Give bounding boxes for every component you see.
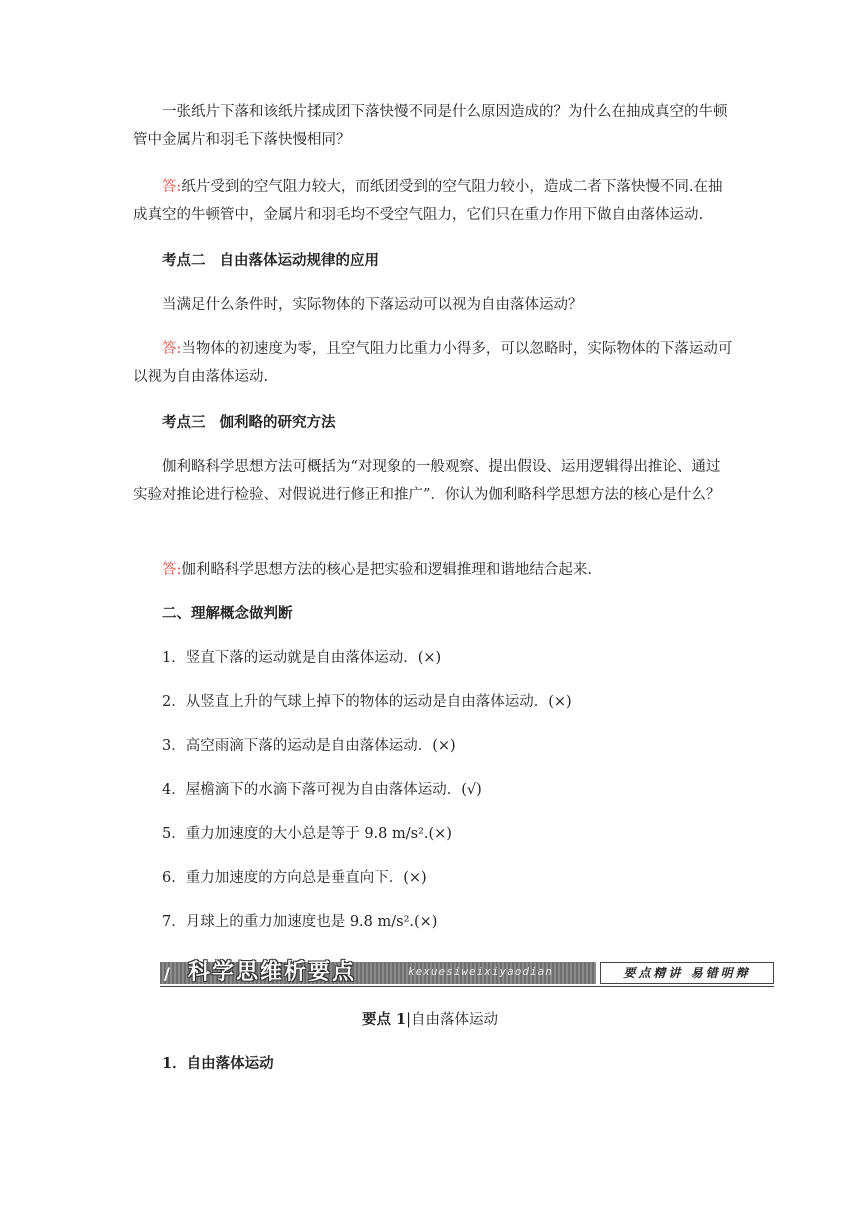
section-banner (160, 960, 774, 988)
banner-title: 科学思维析要点 (188, 960, 357, 985)
answer-text: 伽利略科学思想方法的核心是把实验和逻辑推理和谐地结合起来. (181, 562, 592, 578)
kd2-answer (133, 335, 733, 391)
banner-underline (160, 986, 774, 987)
judgement-item: 1．竖直下落的运动就是自由落体运动．(×) (162, 650, 442, 666)
kaodian-number: 考点二 (162, 252, 206, 269)
answer-text: 当物体的初速度为零，且空气阻力比重力小得多，可以忽略时，实际物体的下落运动可以视为自由落体运动. (133, 341, 733, 385)
judgement-item: 4．屋檐滴下的水滴下落可视为自由落体运动．(√) (162, 782, 482, 798)
kd2-question: 当满足什么条件时，实际物体的下落运动可以视为自由落体运动？ (162, 297, 583, 313)
section-2-title: 二、理解概念做判断 (162, 605, 293, 622)
judgement-item: 6．重力加速度的方向总是垂直向下．(×) (162, 870, 427, 886)
kd3-answer (133, 556, 733, 584)
point-1-subheading: 1．自由落体运动 (162, 1055, 274, 1072)
answer-label: 答: (162, 562, 182, 578)
answer-text: 纸片受到的空气阻力较大，而纸团受到的空气阻力较小，造成二者下落快慢不同.在抽成真空的牛顿管中，金属片和羽毛均不受空气阻力，它们只在重力作用下做自由落体运动. (133, 179, 723, 223)
answer-label: 答: (162, 341, 182, 357)
kaodian-title: 伽利略的研究方法 (219, 414, 336, 431)
point-title: |自由落体运动 (406, 1012, 499, 1028)
point-label: 要点 1 (361, 1011, 407, 1028)
kaodian-2-heading (133, 247, 733, 275)
judgement-item: 5．重力加速度的大小总是等于 9.8 m/s².(×) (162, 826, 452, 842)
answer-label: 答: (162, 179, 182, 195)
judgement-item: 2．从竖直上升的气球上掉下的物体的运动是自由落体运动．(×) (162, 694, 572, 710)
q1-question: 一张纸片下落和该纸片揉成团下落快慢不同是什么原因造成的？为什么在抽成真空的牛顿管中金属片和羽毛下落快慢相同？ (133, 104, 728, 148)
banner-right-label: 要点精讲 易错明辩 (600, 962, 774, 984)
point-1-heading (0, 1006, 860, 1034)
banner-slash-icon: / (164, 964, 170, 983)
judgement-item: 3．高空雨滴下落的运动是自由落体运动．(×) (162, 738, 456, 754)
banner-pinyin: kexuesiweixiyaodian (408, 965, 553, 978)
kaodian-3-heading (133, 409, 733, 437)
kd3-question: 伽利略科学思想方法可概括为“对现象的一般观察、提出假设、运用逻辑得出推论、通过实验对推论进行检验、对假说进行修正和推广”．你认为伽利略科学思想方法的核心是什么？ (133, 459, 721, 503)
kaodian-title: 自由落体运动规律的应用 (219, 252, 379, 269)
kaodian-number: 考点三 (162, 414, 206, 431)
q1-answer (133, 173, 733, 229)
judgement-item: 7．月球上的重力加速度也是 9.8 m/s².(×) (162, 914, 438, 930)
